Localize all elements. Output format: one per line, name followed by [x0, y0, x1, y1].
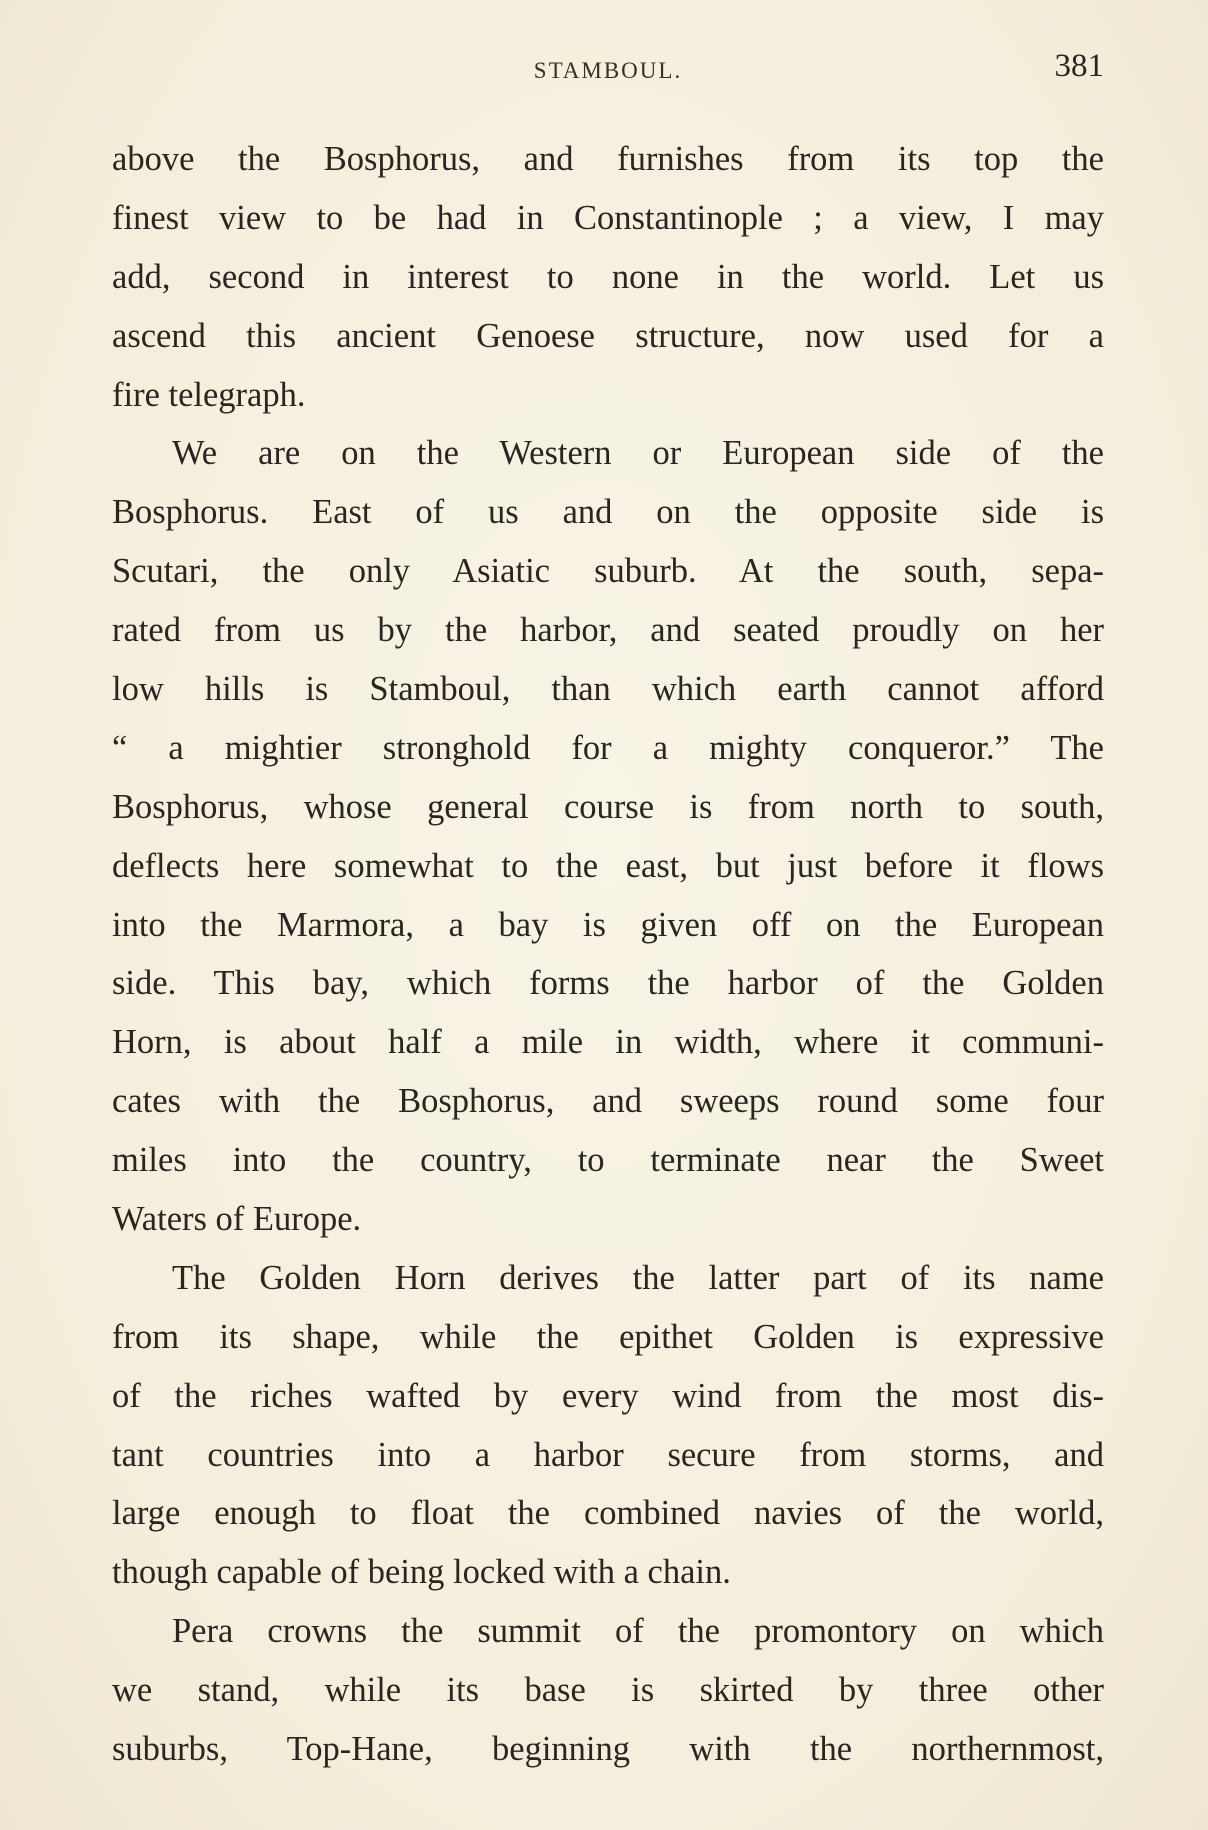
text-line: cates with the Bosphorus, and sweeps round some four: [112, 1082, 1104, 1121]
text-line: We are on the Western or European side of the: [172, 434, 1104, 473]
text-line: fire telegraph.: [112, 375, 306, 414]
text-line: Waters of Europe.: [112, 1200, 362, 1239]
text-line: we stand, while its base is skirted by three other: [112, 1671, 1104, 1710]
text-line: miles into the country, to terminate near the Sweet: [112, 1141, 1104, 1180]
body-text: [112, 130, 1104, 1779]
paragraph-4: [112, 1602, 1104, 1779]
text-line: of the riches wafted by every wind from the most dis-: [112, 1376, 1104, 1415]
text-line: finest view to be had in Constantinople ; a view, I may: [112, 198, 1104, 237]
text-line: “ a mightier stronghold for a mighty conqueror.” The: [112, 728, 1104, 767]
text-line: The Golden Horn derives the latter part of its name: [172, 1258, 1104, 1297]
text-line: above the Bosphorus, and furnishes from its top the: [112, 140, 1104, 178]
page-header: [112, 48, 1104, 92]
text-line: large enough to float the combined navies of the world,: [112, 1494, 1104, 1533]
paragraph-2: [112, 424, 1104, 1248]
paragraph-1: [112, 130, 1104, 424]
paragraph-3: [112, 1249, 1104, 1602]
running-head: STAMBOUL.: [533, 58, 683, 83]
page-number: 381: [1054, 48, 1104, 84]
text-line: deflects here somewhat to the east, but just before it flows: [112, 846, 1104, 885]
text-line: rated from us by the harbor, and seated proudly on her: [112, 611, 1104, 650]
text-line: add, second in interest to none in the world. Let us: [112, 257, 1104, 296]
text-line: tant countries into a harbor secure from storms, and: [112, 1435, 1104, 1474]
text-line: Bosphorus, whose general course is from north to south,: [112, 787, 1104, 826]
text-line: from its shape, while the epithet Golden is expressive: [112, 1317, 1104, 1356]
text-line: low hills is Stamboul, than which earth cannot afford: [112, 670, 1104, 709]
text-line: though capable of being locked with a chain.: [112, 1553, 731, 1592]
text-line: Horn, is about half a mile in width, where it communi-: [112, 1023, 1104, 1062]
text-line: Pera crowns the summit of the promontory on which: [172, 1612, 1104, 1651]
text-line: side. This bay, which forms the harbor of the Golden: [112, 964, 1104, 1003]
text-line: Scutari, the only Asiatic suburb. At the south, sepa-: [112, 552, 1104, 591]
text-line: suburbs, Top-Hane, beginning with the northernmost,: [112, 1730, 1104, 1769]
text-line: ascend this ancient Genoese structure, now used for a: [112, 316, 1104, 355]
text-line: into the Marmora, a bay is given off on the European: [112, 905, 1104, 944]
text-line: Bosphorus. East of us and on the opposite side is: [112, 493, 1104, 532]
